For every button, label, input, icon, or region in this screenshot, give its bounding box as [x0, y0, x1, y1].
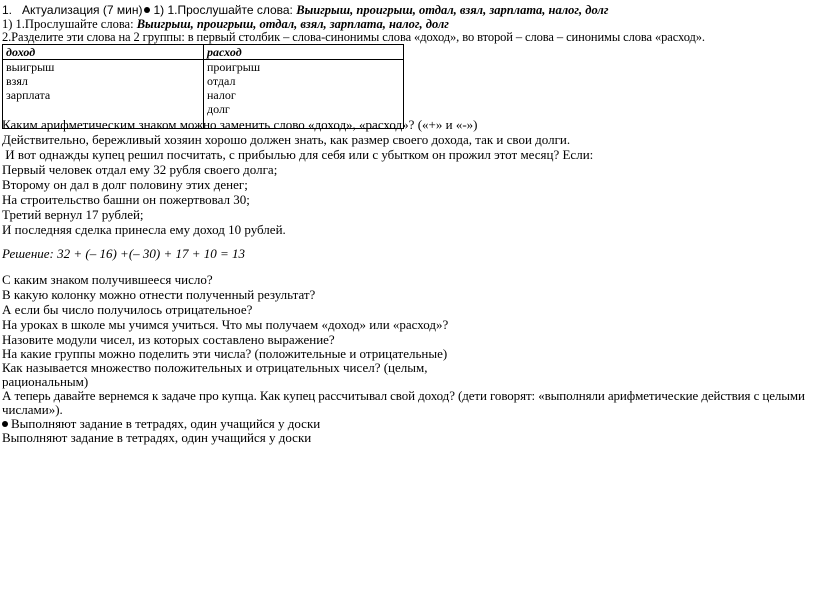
bullet-icon: [144, 7, 150, 13]
list-item: проигрыш: [207, 60, 261, 74]
question: На уроках в школе мы учимся учиться. Что мы получаем «доход» или «расход»?: [2, 317, 449, 332]
task-line-3: 2.Разделите эти слова на 2 группы: в первый столбик – слова-синонимы слова «доход», во второй – слова – синонимы слова «расход».: [2, 30, 705, 44]
list-item: взял: [6, 74, 28, 88]
question: рациональным): [2, 374, 89, 389]
paragraph: И последняя сделка принесла ему доход 10 рублей.: [2, 222, 286, 237]
task-line: Выполняют задание в тетрадях, один учащийся у доски: [2, 430, 312, 445]
list-item: выигрыш: [6, 60, 55, 74]
list-item: отдал: [207, 74, 236, 88]
word-list: Выигрыш, проигрыш, отдал, взял, зарплата, налог, долг: [296, 3, 609, 17]
task-bullet-line: [2, 417, 320, 430]
list-item: зарплата: [6, 88, 51, 102]
paragraph: Первый человек отдал ему 32 рубля своего долга;: [2, 162, 278, 177]
question: Назовите модули чисел, из которых составлено выражение?: [2, 332, 335, 347]
instruction-line-2: [2, 18, 449, 31]
question: Как называется множество положительных и отрицательных чисел? (целым,: [2, 360, 428, 375]
question: А теперь давайте вернемся к задаче про купца. Как купец рассчитывал свой доход? (дети говорят: «выполняли арифметические действия с целыми: [2, 388, 805, 403]
bullet-icon: [2, 421, 8, 427]
paragraph: Каким арифметическим знаком можно заменить слово «доход», «расход»? («+» и «-»): [2, 117, 478, 132]
list-item: долг: [207, 102, 230, 116]
paragraph: На строительство башни он пожертвовал 30;: [2, 192, 250, 207]
question: На какие группы можно поделить эти числа? (положительные и отрицательные): [2, 346, 448, 361]
list-item: налог: [207, 88, 236, 102]
instruction-text: 1) 1.Прослушайте слова:: [153, 3, 297, 17]
question: А если бы число получилось отрицательное?: [2, 302, 253, 317]
header-income: доход: [3, 45, 204, 60]
table-header-row: [3, 45, 404, 60]
instruction-text: 1) 1.Прослушайте слова:: [2, 17, 137, 31]
item-number: 1.: [2, 3, 13, 17]
section-title: Актуализация (7 мин): [22, 3, 143, 17]
paragraph: Третий вернул 17 рублей;: [2, 207, 144, 222]
word-list: Выигрыш, проигрыш, отдал, взял, зарплата, налог, долг: [136, 17, 449, 31]
heading-line-1: [2, 4, 608, 17]
question: числами»).: [2, 402, 63, 417]
task-text: Выполняют задание в тетрадях, один учащийся у доски: [11, 416, 321, 431]
header-expense: расход: [204, 45, 404, 60]
paragraph: Действительно, бережливый хозяин хорошо должен знать, как размер своего дохода, так и свои долги.: [2, 132, 571, 147]
question: В какую колонку можно отнести полученный результат?: [2, 287, 316, 302]
solution-line: Решение: 32 + (– 16) +(– 30) + 17 + 10 = 13: [2, 246, 246, 261]
question: С каким знаком получившееся число?: [2, 272, 213, 287]
paragraph: И вот однажды купец решил посчитать, с прибылью для себя или с убытком он прожил этот месяц? Если:: [2, 147, 594, 162]
paragraph: Второму он дал в долг половину этих денег;: [2, 177, 248, 192]
